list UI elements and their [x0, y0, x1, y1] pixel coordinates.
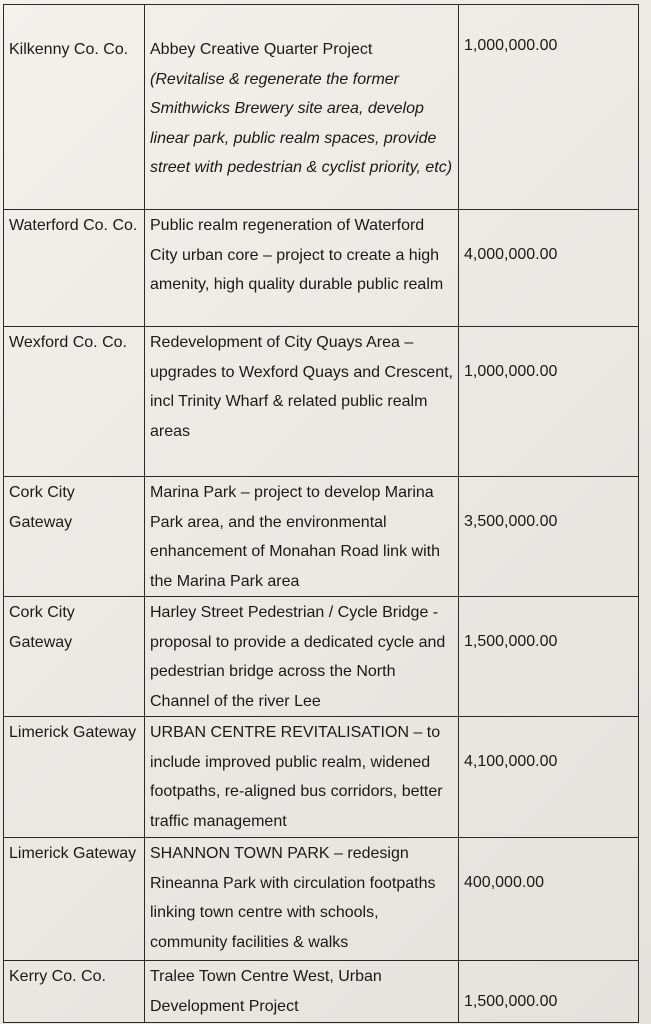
amount-cell: 4,000,000.00: [459, 210, 639, 327]
authority-cell: Kilkenny Co. Co.: [4, 5, 145, 210]
table-row: [4, 5, 639, 210]
amount-cell: 4,100,000.00: [459, 717, 639, 838]
authority-cell: Limerick Gateway: [4, 838, 145, 961]
project-cell: Harley Street Pedestrian / Cycle Bridge - proposal to provide a dedicated cycle and pedestrian bridge across the North Channel of the river Lee: [145, 597, 459, 717]
project-cell: Marina Park – project to develop Marina Park area, and the environmental enhancement of Monahan Road link with the Marina Park area: [145, 477, 459, 597]
amount-cell: 1,000,000.00: [459, 5, 639, 210]
project-detail: (Revitalise & regenerate the former Smithwicks Brewery site area, develop linear park, public realm spaces, provide street with pedestrian & cyclist priority, etc): [150, 70, 453, 176]
project-cell: SHANNON TOWN PARK – redesign Rineanna Park with circulation footpaths linking town centre with schools, community facilities & walks: [145, 838, 459, 961]
project-title: Abbey Creative Quarter Project: [150, 41, 373, 58]
amount-cell: 1,500,000.00: [459, 961, 639, 1023]
project-cell: Public realm regeneration of Waterford City urban core – project to create a high amenity, high quality durable public realm: [145, 210, 459, 327]
amount-cell: 1,500,000.00: [459, 597, 639, 717]
authority-cell: Kerry Co. Co.: [4, 961, 145, 1023]
amount-cell: 3,500,000.00: [459, 477, 639, 597]
project-cell: Redevelopment of City Quays Area – upgrades to Wexford Quays and Crescent, incl Trinity Wharf & related public realm areas: [145, 327, 459, 477]
authority-cell: Waterford Co. Co.: [4, 210, 145, 327]
table-row: [4, 961, 639, 1023]
table-row: [4, 838, 639, 961]
amount-cell: 400,000.00: [459, 838, 639, 961]
table-row: [4, 717, 639, 838]
funding-table: [3, 4, 639, 1023]
table-row: [4, 597, 639, 717]
table-row: [4, 210, 639, 327]
project-cell: [145, 5, 459, 210]
authority-cell: Cork City Gateway: [4, 597, 145, 717]
project-cell: Tralee Town Centre West, Urban Development Project: [145, 961, 459, 1023]
authority-cell: Cork City Gateway: [4, 477, 145, 597]
authority-cell: Limerick Gateway: [4, 717, 145, 838]
project-cell: URBAN CENTRE REVITALISATION – to include improved public realm, widened footpaths, re-aligned bus corridors, better traffic management: [145, 717, 459, 838]
table-row: [4, 477, 639, 597]
table-row: [4, 327, 639, 477]
amount-cell: 1,000,000.00: [459, 327, 639, 477]
authority-cell: Wexford Co. Co.: [4, 327, 145, 477]
